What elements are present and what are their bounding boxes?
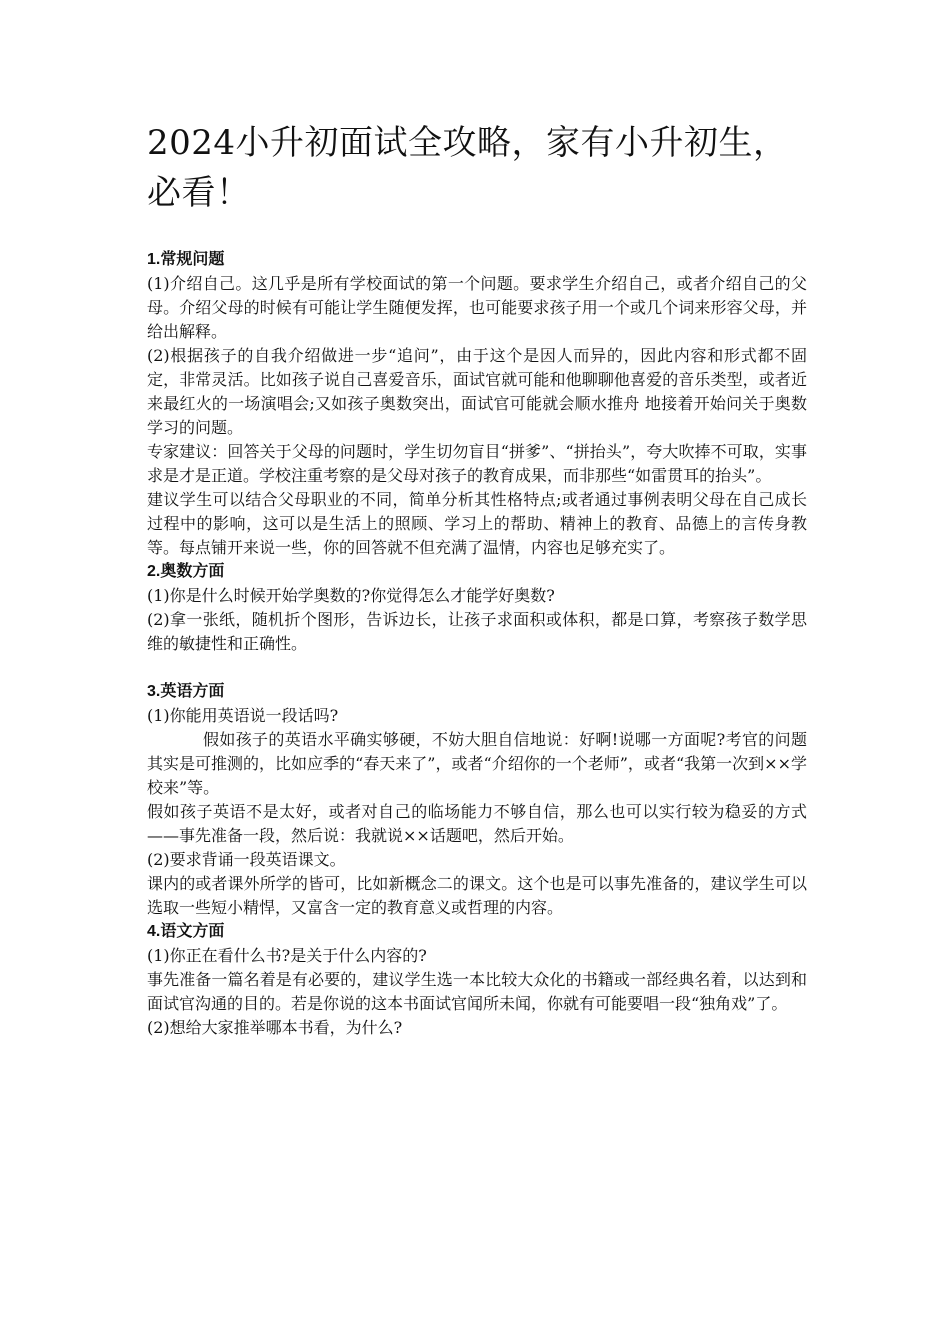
section-heading: 2.奥数方面 (147, 563, 225, 580)
document-title: 2024小升初面试全攻略，家有小升初生，必看！ (147, 123, 788, 213)
paragraph: 专家建议：回答关于父母的问题时，学生切勿盲目“拼爹”、“拼抬头”，夸大吹捧不可取，实事求是才是正道。学校注重考察的是父母对孩子的教育成果，而非那些“如雷贯耳的抬头”。 (147, 442, 807, 485)
section-math-olympiad (147, 560, 807, 656)
section-chinese (147, 920, 807, 1040)
paragraph: 假如孩子英语不是太好，或者对自己的临场能力不够自信，那么也可以实行较为稳妥的方式——事先准备一段，然后说：我就说××话题吧，然后开始。 (147, 802, 807, 845)
paragraph: (1)你能用英语说一段话吗? (147, 706, 339, 725)
paragraph: (1)你正在看什么书?是关于什么内容的? (147, 946, 427, 965)
section-heading: 4.语文方面 (147, 923, 225, 940)
paragraph: 事先准备一篇名着是有必要的，建议学生选一本比较大众化的书籍或一部经典名着，以达到和面试官沟通的目的。若是你说的这本书面试官闻所未闻，你就有可能要唱一段“独角戏”了。 (147, 970, 807, 1013)
paragraph: (2)想给大家推举哪本书看，为什么? (147, 1018, 403, 1037)
paragraph: (2)根据孩子的自我介绍做进一步“追问”，由于这个是因人而异的，因此内容和形式都不固 定，非常灵活。比如孩子说自己喜爱音乐，面试官就可能和他聊聊他喜爱的音乐类型，或者近来最红火的一场演唱会;又如孩子奥数突出，面试官可能就会顺水推舟 地接着开始问关于奥数学习的问题。 (147, 346, 807, 437)
paragraph: 课内的或者课外所学的皆可，比如新概念二的课文。这个也是可以事先准备的，建议学生可以选取一些短小精悍，又富含一定的教育意义或哲理的内容。 (147, 874, 807, 917)
section-english (147, 680, 807, 920)
section-heading: 1.常规问题 (147, 251, 225, 268)
section-regular-questions (147, 248, 807, 560)
paragraph: 建议学生可以结合父母职业的不同，简单分析其性格特点;或者通过事例表明父母在自己成长过程中的影响，这可以是生活上的照顾、学习上的帮助、精神上的教育、品德上的言传身教等。每点铺开来说一些，你的回答就不但充满了温情，内容也足够充实了。 (147, 490, 807, 557)
paragraph: (1)你是什么时候开始学奥数的?你觉得怎么才能学好奥数? (147, 586, 555, 605)
paragraph: (1)介绍自己。这几乎是所有学校面试的第一个问题。要求学生介绍自己，或者介绍自己的父母。介绍父母的时候有可能让学生随便发挥，也可能要求孩子用一个或几个词来形容父母，并给出解释。 (147, 274, 807, 341)
paragraph: (2)要求背诵一段英语课文。 (147, 850, 346, 869)
document-page (147, 118, 807, 1040)
paragraph: (2)拿一张纸，随机折个图形，告诉边长，让孩子求面积或体积，都是口算，考察孩子数学思维的敏捷性和正确性。 (147, 610, 807, 653)
section-heading: 3.英语方面 (147, 683, 225, 700)
paragraph: 假如孩子的英语水平确实够硬，不妨大胆自信地说：好啊!说哪一方面呢?考官的问题其实是可推测的，比如应季的“春天来了”，或者“介绍你的一个老师”，或者“我第一次到××学校来”等。 (147, 730, 807, 797)
blank-line (147, 656, 807, 680)
